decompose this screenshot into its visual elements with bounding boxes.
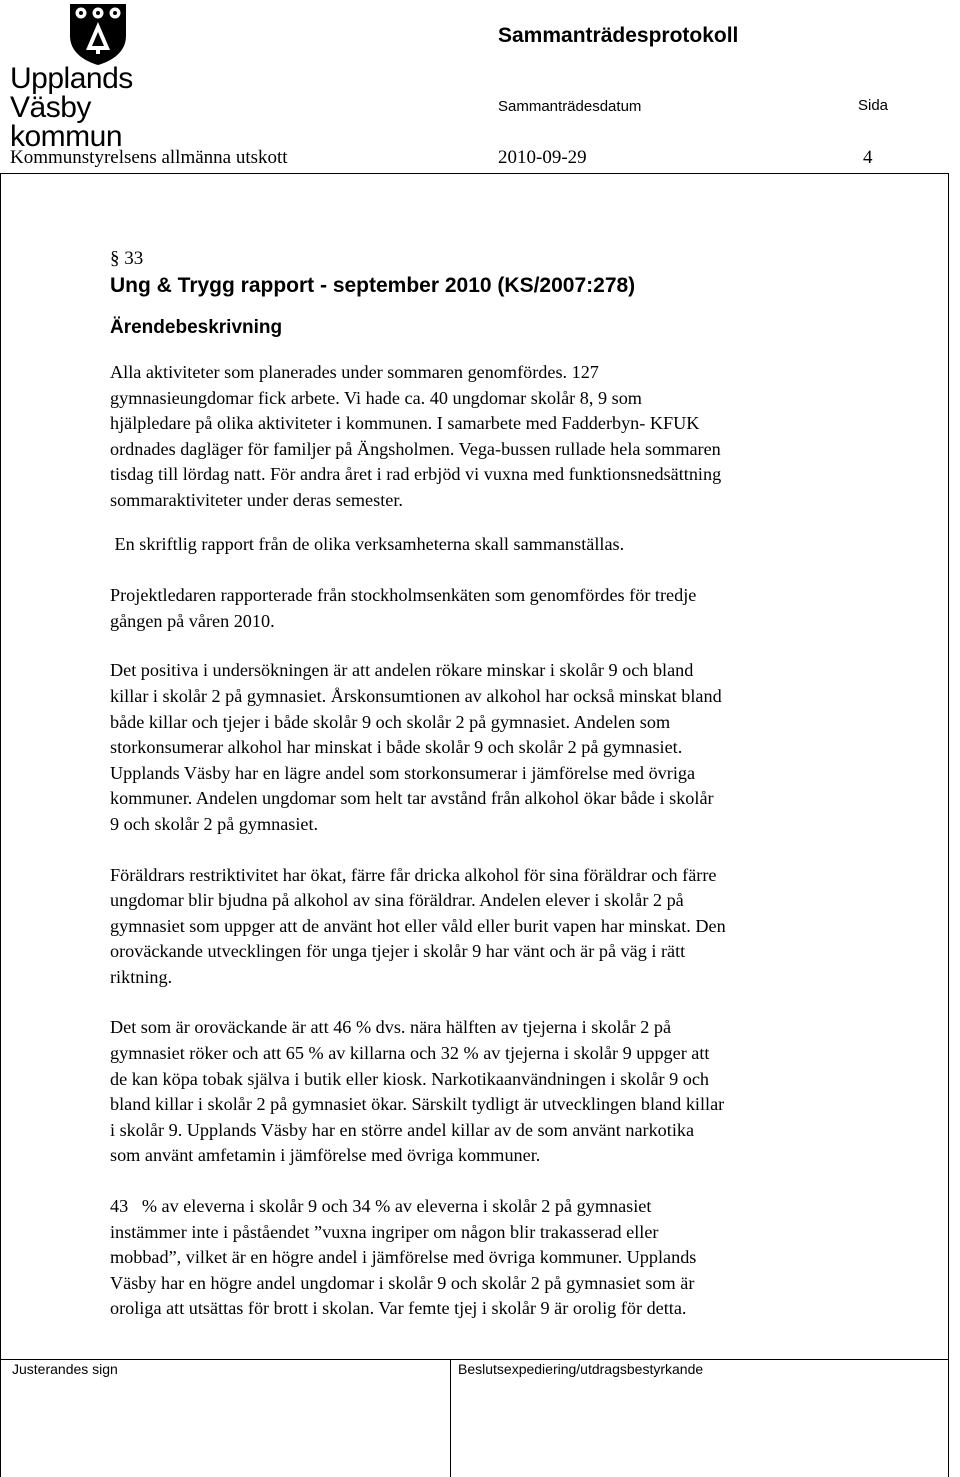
paragraph bbox=[110, 1194, 930, 1322]
meeting-date: 2010-09-29 bbox=[498, 147, 587, 168]
text-line: killar i skolår 2 på gymnasiet. Årskonsumtionen av alkohol har också minskat bland bbox=[110, 685, 722, 706]
document-title: Sammanträdesprotokoll bbox=[498, 24, 739, 47]
section-subheading: Ärendebeskrivning bbox=[110, 317, 283, 338]
text-line: som använt amfetamin i jämförelse med övriga kommuner. bbox=[110, 1145, 541, 1166]
text-line: riktning. bbox=[110, 966, 173, 987]
text-line: hjälpledare på olika aktiviteter i kommunen. I samarbete med Fadderbyn- KFUK bbox=[110, 413, 700, 434]
paragraph bbox=[110, 1015, 930, 1169]
footer-divider bbox=[450, 1359, 451, 1477]
text-line: Väsby har en högre andel ungdomar i skolår 9 och skolår 2 på gymnasiet som är bbox=[110, 1272, 695, 1293]
paragraph bbox=[110, 532, 930, 558]
frame-left-rule bbox=[0, 173, 1, 1477]
text-line: Alla aktiviteter som planerades under sommaren genomfördes. 127 bbox=[110, 362, 599, 382]
body-paragraphs bbox=[110, 360, 930, 1322]
coat-of-arms-icon bbox=[68, 2, 128, 66]
text-line: ordnades dagläger för familjer på Ängsholmen. Vega-bussen rullade hela sommaren bbox=[110, 438, 721, 459]
text-line: storkonsumerar alkohol har minskat i både skolår 9 och skolår 2 på gymnasiet. bbox=[110, 737, 683, 758]
wordmark-line-2: kommun bbox=[10, 120, 123, 153]
document-body bbox=[110, 246, 930, 1322]
text-line: Projektledaren rapporterade från stockholmsenkäten som genomfördes för tredje bbox=[110, 585, 697, 606]
text-line: sommaraktiviteter under deras semester. bbox=[110, 489, 403, 510]
text-line: både killar och tjejer i både skolår 9 och skolår 2 på gymnasiet. Andelen som bbox=[110, 711, 671, 732]
municipality-logo bbox=[10, 0, 190, 153]
header-rule bbox=[0, 173, 948, 174]
text-line: tisdag till lördag natt. För andra året i rad erbjöd vi vuxna med funktionsnedsättning bbox=[110, 464, 722, 485]
footer-dispatch-label: Beslutsexpediering/utdragsbestyrkande bbox=[458, 1361, 704, 1377]
paragraph bbox=[110, 583, 930, 634]
text-line: oroväckande utvecklingen för unga tjejer i skolår 9 har vänt och är på väg i rätt bbox=[110, 941, 686, 962]
paragraph bbox=[110, 658, 930, 837]
text-line: Det positiva i undersökningen är att andelen rökare minskar i skolår 9 och bland bbox=[110, 660, 694, 681]
text-line: instämmer inte i påståendet ”vuxna ingriper om någon blir trakasserad eller bbox=[110, 1221, 659, 1242]
frame-right-rule bbox=[948, 173, 949, 1477]
footer-rule bbox=[0, 1359, 948, 1360]
page-number: 4 bbox=[863, 147, 873, 168]
municipality-wordmark bbox=[10, 64, 190, 151]
paragraph-number: § 33 bbox=[110, 248, 144, 269]
text-line: kommuner. Andelen ungdomar som helt tar avstånd från alkohol ökar både i skolår bbox=[110, 788, 714, 809]
footer-signature-label: Justerandes sign bbox=[12, 1361, 118, 1377]
text-line: 9 och skolår 2 på gymnasiet. bbox=[110, 813, 319, 834]
section-title: Ung & Trygg rapport - september 2010 (KS/2007:278) bbox=[110, 274, 636, 297]
text-line: Föräldrars restriktivitet har ökat, färre får dricka alkohol för sina föräldrar och färre bbox=[110, 864, 717, 885]
text-line: En skriftlig rapport från de olika verksamheterna skall sammanställas. bbox=[110, 533, 625, 554]
text-line: gymnasieungdomar fick arbete. Vi hade ca. 40 ungdomar skolår 8, 9 som bbox=[110, 387, 642, 408]
text-line: Upplands Väsby har en lägre andel som storkonsumerar i jämförelse med övriga bbox=[110, 762, 696, 783]
text-line: Det som är oroväckande är att 46 % dvs. nära hälften av tjejerna i skolår 2 på bbox=[110, 1017, 672, 1038]
paragraph bbox=[110, 360, 930, 514]
text-line: bland killar i skolår 2 på gymnasiet ökar. Särskilt tydligt är utvecklingen bland killar bbox=[110, 1094, 725, 1115]
text-line: mobbad”, vilket är en högre andel i jämförelse med övriga kommuner. Upplands bbox=[110, 1247, 697, 1268]
text-line: 43 % av eleverna i skolår 9 och 34 % av eleverna i skolår 2 på gymnasiet bbox=[110, 1196, 652, 1217]
page-label: Sida bbox=[858, 97, 889, 114]
text-line: oroliga att utsättas för brott i skolan. Var femte tjej i skolår 9 är orolig för detta. bbox=[110, 1298, 687, 1319]
wordmark-line-1: Upplands Väsby bbox=[10, 62, 133, 124]
text-line: gången på våren 2010. bbox=[110, 610, 275, 631]
text-line: ungdomar blir bjudna på alkohol av sina föräldrar. Andelen elever i skolår 2 på bbox=[110, 890, 684, 911]
text-line: de kan köpa tobak själva i butik eller kiosk. Narkotikaanvändningen i skolår 9 och bbox=[110, 1068, 710, 1089]
committee-name: Kommunstyrelsens allmänna utskott bbox=[10, 147, 288, 168]
text-line: gymnasiet röker och att 65 % av killarna och 32 % av tjejerna i skolår 9 uppger att bbox=[110, 1043, 710, 1064]
text-line: gymnasiet som uppger att de använt hot eller våld eller burit vapen har minskat. Den bbox=[110, 915, 726, 936]
text-line: i skolår 9. Upplands Väsby har en större andel killar av de som använt narkotika bbox=[110, 1119, 695, 1140]
date-label: Sammanträdesdatum bbox=[498, 98, 642, 115]
paragraph bbox=[110, 863, 930, 991]
